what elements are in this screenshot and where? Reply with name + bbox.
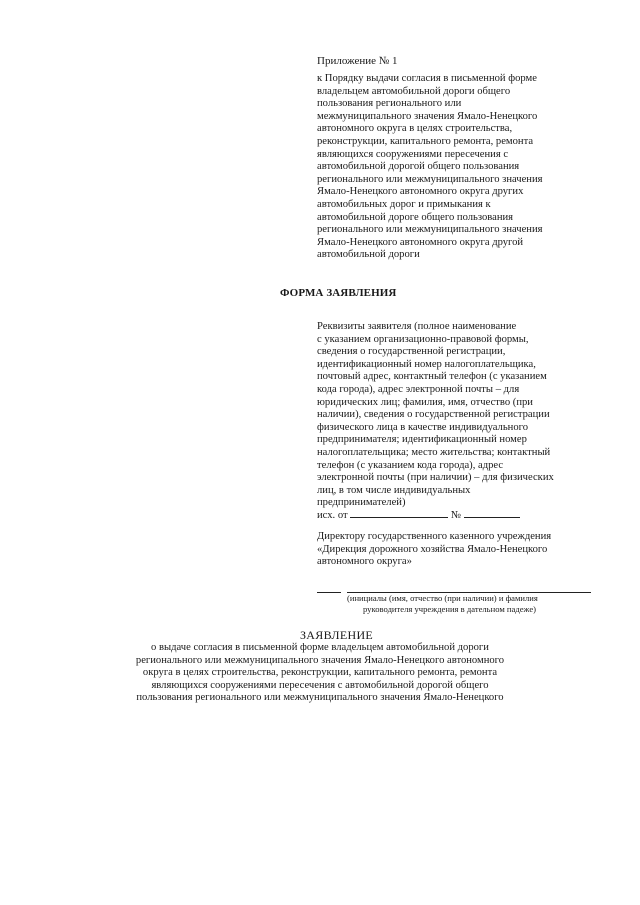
appendix-line: автомобильных дорог и примыкания к bbox=[317, 198, 491, 210]
requisites-line: почтовый адрес, контактный телефон (с указанием bbox=[317, 371, 547, 383]
signature-line-left bbox=[317, 592, 341, 593]
outgoing-date-field[interactable] bbox=[350, 508, 448, 518]
requisites-line: идентификационный номер налогоплательщика, bbox=[317, 358, 536, 370]
appendix-line: межмуниципального значения Ямало-Ненецкого bbox=[317, 110, 538, 122]
requisites-line: лиц, в том числе индивидуальных bbox=[317, 484, 471, 496]
appendix-line: Ямало-Ненецкого автономного округа других bbox=[317, 186, 524, 198]
outgoing-reference bbox=[317, 508, 520, 523]
appendix-line: автономного округа в целях строительства, bbox=[317, 123, 513, 135]
requisites-line: наличии), сведения о государственной регистрации bbox=[317, 409, 550, 421]
statement-line: округа в целях строительства, реконструкции, капитального ремонта, ремонта bbox=[142, 667, 498, 679]
caption-line: руководителя учреждения в дательном падеже) bbox=[363, 604, 537, 614]
addressee-line: автономного округа» bbox=[317, 556, 412, 568]
requisites-line: предпринимателя; идентификационный номер bbox=[317, 434, 527, 446]
addressee-line: Директору государственного казенного учреждения bbox=[317, 531, 552, 542]
requisites-line: сведения о государственной регистрации, bbox=[317, 346, 506, 358]
requisites-line: предпринимателей) bbox=[317, 497, 406, 509]
recipient-caption bbox=[347, 593, 538, 615]
statement-line: регионального или межмуниципального значения Ямало-Ненецкого автономного bbox=[135, 654, 505, 666]
appendix-line: являющихся сооружениями пересечения с bbox=[317, 148, 509, 160]
appendix-line: автомобильной дороге общего пользования bbox=[317, 211, 514, 223]
requisites-line: юридических лиц; фамилия, имя, отчество (при bbox=[317, 396, 533, 408]
applicant-requisites bbox=[317, 321, 554, 510]
requisites-line: налогоплательщика; место жительства; контактный bbox=[317, 446, 551, 458]
requisites-line: телефон (с указанием кода города), адрес bbox=[317, 459, 504, 471]
statement-title: ЗАЯВЛЕНИЕ bbox=[300, 628, 374, 642]
addressee-block bbox=[317, 531, 551, 569]
outgoing-number-sign: № bbox=[450, 510, 462, 521]
form-heading: ФОРМА ЗАЯВЛЕНИЯ bbox=[280, 287, 397, 299]
appendix-line: реконструкции, капитального ремонта, ремонта bbox=[317, 135, 534, 147]
appendix-line: Ямало-Ненецкого автономного округа другой bbox=[317, 236, 524, 248]
appendix-line: автомобильной дорогой общего пользования bbox=[317, 161, 520, 173]
appendix-reference bbox=[317, 73, 543, 262]
appendix-number: Приложение № 1 bbox=[317, 55, 398, 67]
outgoing-number-field[interactable] bbox=[464, 508, 520, 518]
appendix-line: автомобильной дороги bbox=[317, 249, 420, 261]
appendix-line: к Порядку выдачи согласия в письменной форме bbox=[317, 73, 537, 84]
statement-body bbox=[0, 642, 640, 705]
appendix-line: владельцем автомобильной дороги общего bbox=[317, 85, 511, 97]
statement-line: о выдаче согласия в письменной форме владельцем автомобильной дороги bbox=[151, 642, 489, 653]
addressee-line: «Дирекция дорожного хозяйства Ямало-Ненецкого bbox=[317, 543, 548, 555]
requisites-line: кода города), адрес электронной почты – для bbox=[317, 383, 520, 395]
requisites-line: физического лица в качестве индивидуального bbox=[317, 421, 528, 433]
outgoing-prefix: исх. от bbox=[317, 510, 348, 521]
requisites-line: с указанием организационно-правовой формы, bbox=[317, 333, 529, 345]
appendix-line: регионального или межмуниципального значения bbox=[317, 173, 543, 185]
statement-line: являющихся сооружениями пересечения с автомобильной дорогой общего bbox=[151, 679, 489, 691]
caption-line: (инициалы (имя, отчество (при наличии) и фамилия bbox=[347, 593, 538, 603]
appendix-line: пользования регионального или bbox=[317, 98, 462, 110]
appendix-line: регионального или межмуниципального значения bbox=[317, 224, 543, 236]
statement-line: пользования регионального или межмуниципального значения Ямало-Ненецкого bbox=[136, 692, 504, 704]
requisites-line: электронной почты (при наличии) – для физических bbox=[317, 472, 554, 484]
requisites-line: Реквизиты заявителя (полное наименование bbox=[317, 321, 517, 332]
